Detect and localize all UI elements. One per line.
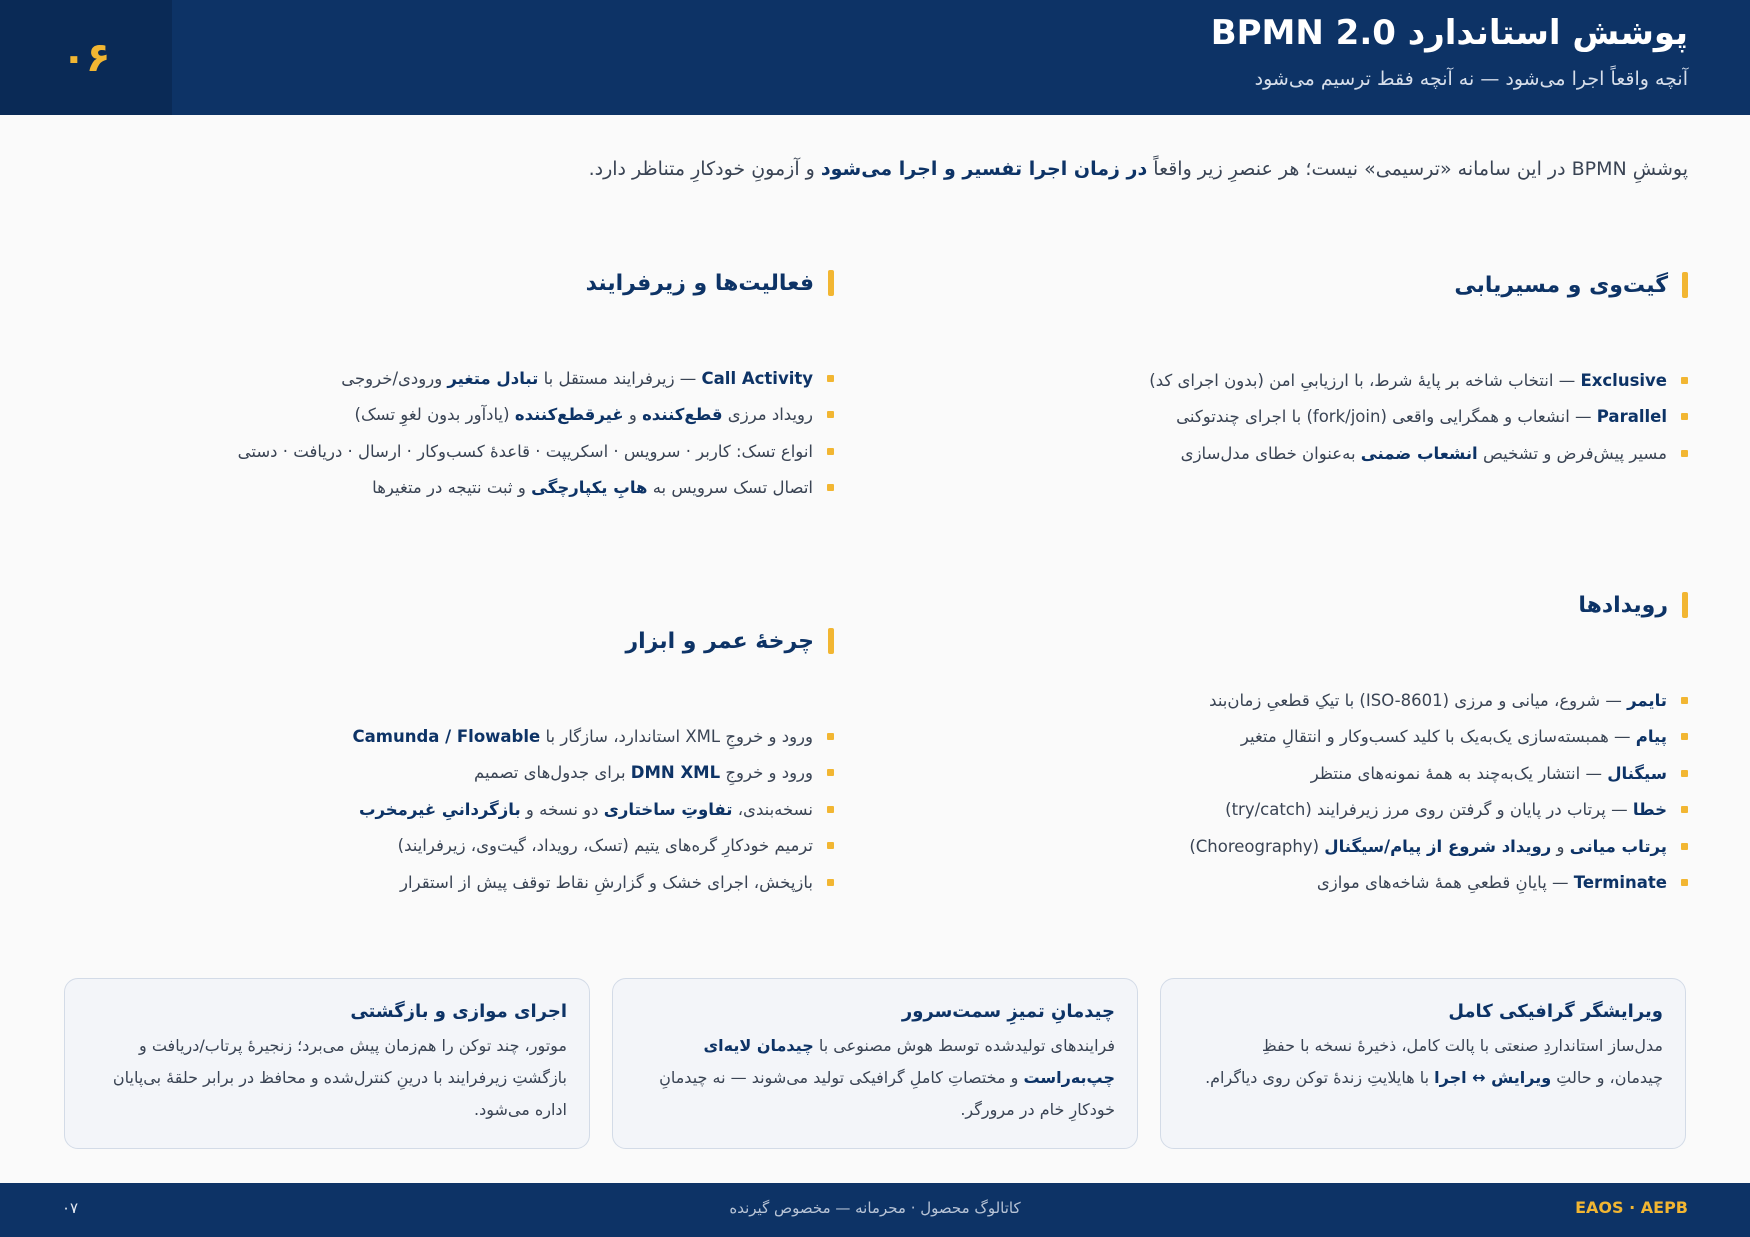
item-text: بازپخش، اجرای خشک و گزارشِ نقاط توقف پیش از استقرار xyxy=(400,872,813,892)
section-heading xyxy=(1189,592,1688,618)
feature-card-parallel xyxy=(64,978,590,1149)
item-text: خطا — پرتاب در پایان و گرفتن روی مرز زیرفرایند (try/catch) xyxy=(1225,800,1667,820)
intro-paragraph xyxy=(388,158,1688,180)
list-item xyxy=(1189,865,1688,902)
list-item xyxy=(238,397,834,434)
list-item xyxy=(353,828,834,865)
footer-caption: کاتالوگ محصول · محرمانه — مخصوص گیرنده xyxy=(729,1199,1021,1217)
item-text: Parallel — انشعاب و همگرایی واقعی (fork/join) با اجرای چندتوکنی xyxy=(1176,407,1667,427)
section-heading xyxy=(238,270,834,296)
bullet-icon xyxy=(1681,377,1688,384)
list-item xyxy=(1149,435,1688,472)
list-item xyxy=(1189,682,1688,719)
item-text: Exclusive — انتخاب شاخه بر پایهٔ شرط، با ارزیابیِ امن (بدون اجرای کد) xyxy=(1149,370,1667,390)
event-list xyxy=(1189,682,1688,901)
section-heading xyxy=(1149,272,1688,298)
accent-bar xyxy=(1682,592,1688,618)
item-text: نسخه‌بندی، تفاوتِ ساختاری دو نسخه و بازگردانیِ غیرمخرب xyxy=(358,799,813,819)
item-text: رویداد مرزی قطع‌کننده و غیرقطع‌کننده (یادآور بدون لغوِ تسک) xyxy=(354,405,813,425)
item-text: سیگنال — انتشار یک‌به‌چند به همهٔ نمونه‌های منتظر xyxy=(1310,763,1667,783)
footer-page-number: ۰۷ xyxy=(62,1199,79,1217)
page-number-box xyxy=(0,0,172,115)
page-subtitle: آنچه واقعاً اجرا می‌شود — نه آنچه فقط ترسیم می‌شود xyxy=(1254,68,1688,90)
list-item xyxy=(353,755,834,792)
item-text: پیام — همبسته‌سازی یک‌به‌یک با کلید کسب‌وکار و انتقالِ متغیر xyxy=(1240,727,1667,747)
feature-card-editor xyxy=(1160,978,1686,1149)
list-item xyxy=(1149,399,1688,436)
section-lifecycle xyxy=(353,628,834,901)
bullet-icon xyxy=(827,769,834,776)
bullet-icon xyxy=(827,733,834,740)
bullet-icon xyxy=(1681,770,1688,777)
bullet-icon xyxy=(1681,450,1688,457)
intro-text-1: پوششِ BPMN در این سامانه «ترسیمی» نیست؛ هر عنصرِ زیر واقعاً xyxy=(1147,158,1688,180)
bullet-icon xyxy=(1681,806,1688,813)
list-item xyxy=(238,470,834,507)
bullet-icon xyxy=(1681,413,1688,420)
footer xyxy=(0,1183,1750,1237)
section-heading xyxy=(353,628,834,654)
item-text: ورود و خروجِ XML استاندارد، سازگار با Camunda / Flowable xyxy=(352,726,813,746)
section-title: رویدادها xyxy=(1578,592,1668,618)
card-title: اجرای موازی و بازگشتی xyxy=(350,1001,567,1022)
list-item xyxy=(238,433,834,470)
item-text: اتصال تسک سرویس به هابِ یکپارچگی و ثبت نتیجه در متغیرها xyxy=(372,478,813,498)
item-text: Call Activity — زیرفرایند مستقل با تبادل متغیر ورودی/خروجی xyxy=(341,368,813,388)
item-text: ترمیم خودکارِ گره‌های یتیم (تسک، رویداد، گیت‌وی، زیرفرایند) xyxy=(397,836,813,856)
list-item xyxy=(1149,362,1688,399)
section-activities xyxy=(238,270,834,506)
bullet-icon xyxy=(1681,697,1688,704)
accent-bar xyxy=(828,628,834,654)
bullet-icon xyxy=(827,484,834,491)
card-title: چیدمانِ تمیزِ سمت‌سرور xyxy=(901,1001,1115,1022)
gateway-list xyxy=(1149,362,1688,472)
list-item xyxy=(353,864,834,901)
item-text: پرتاب میانی و رویداد شروع از پیام/سیگنال (Choreography) xyxy=(1189,836,1667,856)
list-item xyxy=(1189,755,1688,792)
bullet-icon xyxy=(827,842,834,849)
header xyxy=(0,0,1750,115)
bullet-icon xyxy=(827,411,834,418)
card-title: ویرایشگر گرافیکی کامل xyxy=(1448,1001,1663,1022)
accent-bar xyxy=(1682,272,1688,298)
item-text: Terminate — پایانِ قطعیِ همهٔ شاخه‌های موازی xyxy=(1316,873,1667,893)
page-title: پوشش استاندارد BPMN 2.0 xyxy=(1210,13,1688,53)
list-item xyxy=(1189,719,1688,756)
item-text: انواع تسک: کاربر · سرویس · اسکریپت · قاعدهٔ کسب‌وکار · ارسال · دریافت · دستی xyxy=(237,441,813,461)
list-item xyxy=(353,718,834,755)
card-body: موتور، چند توکن را هم‌زمان پیش می‌برد؛ زنجیرهٔ پرتاب/دریافت و بازگشتِ زیرفرایند با درینِ کنترل‌شده و محافظ در برابر حلقهٔ بی‌پایان اداره می‌شود. xyxy=(112,1036,567,1119)
list-item xyxy=(353,791,834,828)
section-gateways xyxy=(1149,272,1688,472)
list-item xyxy=(238,360,834,397)
list-item xyxy=(1189,828,1688,865)
item-text: ورود و خروجِ DMN XML برای جدول‌های تصمیم xyxy=(473,763,813,783)
card-body: مدل‌ساز استانداردِ صنعتی با پالت کامل، ذخیرهٔ نسخه با حفظِ چیدمان، و حالتِ ویرایش ↔ اجرا با هایلایتِ زندهٔ توکن روی دیاگرام. xyxy=(1205,1036,1663,1087)
bullet-icon xyxy=(1681,879,1688,886)
item-text: مسیر پیش‌فرض و تشخیص انشعاب ضمنی به‌عنوان خطای مدل‌سازی xyxy=(1180,443,1667,463)
list-item xyxy=(1189,792,1688,829)
accent-bar xyxy=(828,270,834,296)
section-events xyxy=(1189,592,1688,901)
footer-brand: EAOS · AEPB xyxy=(1575,1198,1688,1217)
bullet-icon xyxy=(827,879,834,886)
page-number: ۰۶ xyxy=(61,34,111,81)
bullet-icon xyxy=(827,375,834,382)
section-title: فعالیت‌ها و زیرفرایند xyxy=(585,270,814,296)
card-body: فرایندهای تولیدشده توسط هوش مصنوعی با چیدمان لایه‌ای چپ‌به‌راست و مختصاتِ کاملِ گرافیکی تولید می‌شوند — نه چیدمانِ خودکارِ خام در مرورگر. xyxy=(659,1036,1115,1119)
section-title: گیت‌وی و مسیریابی xyxy=(1454,272,1668,298)
intro-text-2: و آزمونِ خودکارِ متناظر دارد. xyxy=(588,158,821,180)
feature-card-layout xyxy=(612,978,1138,1149)
item-text: تایمر — شروع، میانی و مرزی (ISO-8601) با تیکِ قطعیِ زمان‌بند xyxy=(1209,690,1667,710)
lifecycle-list xyxy=(353,718,834,901)
bullet-icon xyxy=(827,806,834,813)
bullet-icon xyxy=(1681,733,1688,740)
intro-bold: در زمان اجرا تفسیر و اجرا می‌شود xyxy=(820,158,1148,180)
section-title: چرخهٔ عمر و ابزار xyxy=(625,628,814,654)
activity-list xyxy=(238,360,834,506)
bullet-icon xyxy=(827,448,834,455)
bullet-icon xyxy=(1681,843,1688,850)
